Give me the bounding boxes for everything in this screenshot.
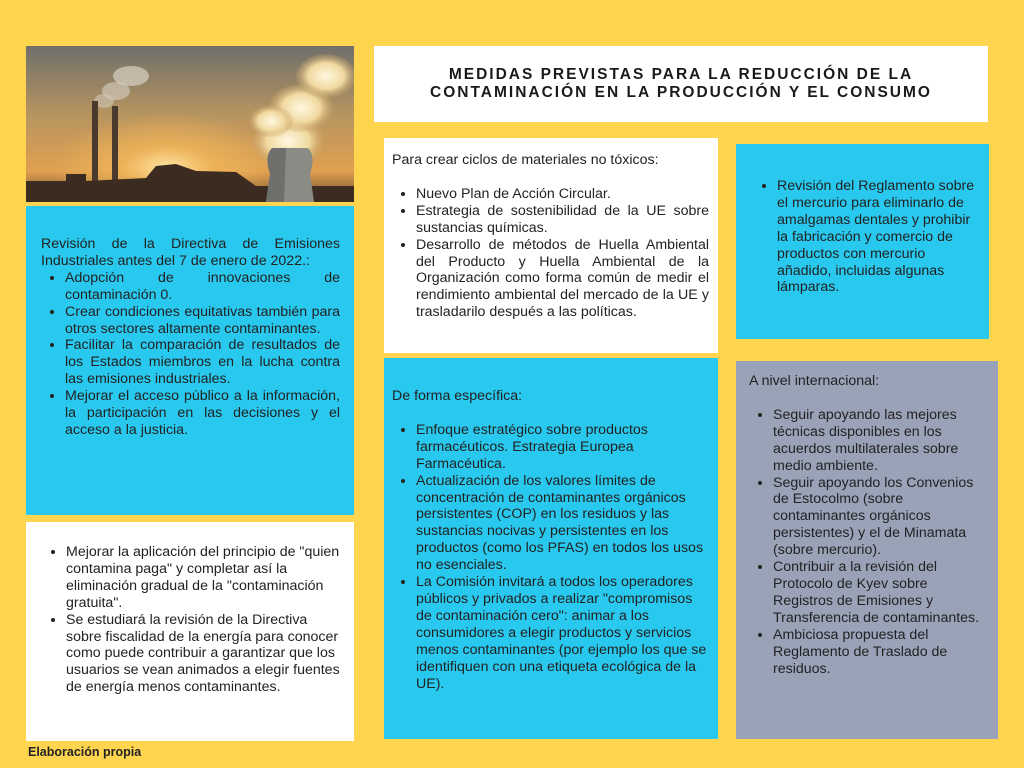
list-item: • Seguir apoyando los Convenios de Estocolmo (sobre contaminantes orgánicos persistentes) y el de Minamata (sobre mercurio). xyxy=(773,475,988,560)
emissions-directive-panel xyxy=(26,206,354,515)
list-item: • Mejorar la aplicación del principio de "quien contamina paga" y completar así la eliminación gradual de la "contaminación gratuita". xyxy=(66,544,342,612)
list-item: • Desarrollo de métodos de Huella Ambiental del Producto y Huella Ambiental de la Organización como forma común de medir el rendimiento ambiental del mercado de la UE y trasladarilo después a las políticas. xyxy=(416,237,709,322)
list-item: • Adopción de innovaciones de contaminación 0. xyxy=(65,270,340,304)
list-item: • Estrategia de sostenibilidad de la UE sobre sustancias químicas. xyxy=(416,203,709,237)
mercury-list xyxy=(753,178,979,296)
non-toxic-cycles-panel xyxy=(384,138,718,353)
list-item: • La Comisión invitará a todos los operadores públicos y privados a realizar "compromisos de contaminación cero": animar a los consumidores a elegir productos y servicios menos contaminantes (por ejemplo los que se identifiquen con una etiqueta ecológica de la UE). xyxy=(416,574,709,692)
international-panel xyxy=(736,361,998,739)
list-item: • Ambiciosa propuesta del Reglamento de Traslado de residuos. xyxy=(773,627,988,678)
international-intro: A nivel internacional: xyxy=(749,373,880,389)
polluter-list xyxy=(42,544,342,696)
cycles-intro: Para crear ciclos de materiales no tóxicos: xyxy=(392,152,659,168)
specific-intro: De forma específica: xyxy=(392,388,523,404)
specific-list xyxy=(392,422,709,693)
industrial-smokestacks-photo xyxy=(26,46,354,202)
polluter-pays-panel xyxy=(26,522,354,741)
list-item: • Actualización de los valores límites de concentración de contaminantes orgánicos persistentes (COP) en los residuos y las sustancias nocivas y persistentes en los productos (como los PFAS) en todos los usos no esenciales. xyxy=(416,473,709,574)
mercury-regulation-panel xyxy=(736,144,989,339)
emissions-list xyxy=(41,270,340,439)
international-list xyxy=(749,407,988,678)
list-item: • Enfoque estratégico sobre productos farmacéuticos. Estrategia Europea Farmacéutica. xyxy=(416,422,709,473)
specific-measures-panel xyxy=(384,358,718,739)
emissions-intro: Revisión de la Directiva de Emisiones Industriales antes del 7 de enero de 2022.: xyxy=(41,236,340,269)
list-item: • Facilitar la comparación de resultados de los Estados miembros en la lucha contra las emisiones industriales. xyxy=(65,337,340,388)
list-item: • Contribuir a la revisión del Protocolo de Kyev sobre Registros de Emisiones y Transferencia de contaminantes. xyxy=(773,559,988,627)
list-item: • Se estudiará la revisión de la Directiva sobre fiscalidad de la energía para conocer como puede contribuir a garantizar que los usuarios se vean animados a elegir fuentes de energía menos contaminantes. xyxy=(66,612,342,697)
cycles-list xyxy=(392,186,709,321)
list-item: • Revisión del Reglamento sobre el mercurio para eliminarlo de amalgamas dentales y prohibir la fabricación y comercio de productos con mercurio añadido, incluidas algunas lámparas. xyxy=(777,178,979,296)
page-title: MEDIDAS PREVISTAS PARA LA REDUCCIÓN DE LA CONTAMINACIÓN EN LA PRODUCCIÓN Y EL CONSUMO xyxy=(374,46,988,122)
list-item: • Mejorar el acceso público a la información, la participación en las decisiones y el acceso a la justicia. xyxy=(65,388,340,439)
list-item: • Crear condiciones equitativas también para otros sectores altamente contaminantes. xyxy=(65,304,340,338)
footer-credit: Elaboración propia xyxy=(28,745,142,759)
list-item: • Nuevo Plan de Acción Circular. xyxy=(416,186,709,203)
list-item: • Seguir apoyando las mejores técnicas disponibles en los acuerdos multilaterales sobre medio ambiente. xyxy=(773,407,988,475)
